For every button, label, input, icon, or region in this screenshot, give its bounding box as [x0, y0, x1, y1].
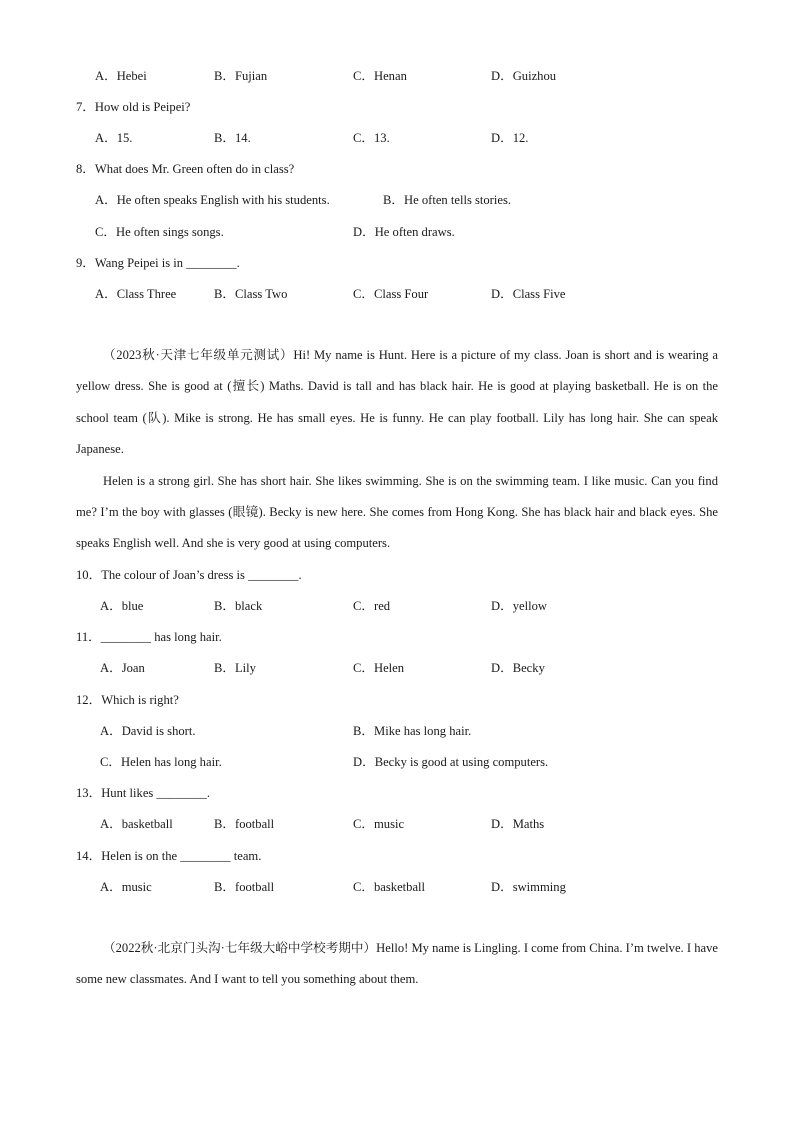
- passage-2-paragraph-1: [76, 340, 718, 466]
- q13-stem: 13．Hunt likes ________.: [76, 786, 210, 800]
- q9-option-d: D．Class Five: [491, 287, 566, 301]
- q7-stem: 7．How old is Peipei?: [76, 100, 191, 114]
- q6-option-b: B．Fujian: [214, 69, 268, 83]
- q11-option-c: C．Helen: [353, 661, 405, 675]
- q9-option-c: C．Class Four: [353, 287, 429, 301]
- reading-passage-3: [76, 933, 718, 996]
- q14-stem: 14．Helen is on the ________ team.: [76, 849, 262, 863]
- q11-option-a: A．Joan: [100, 661, 145, 675]
- q8-option-d: D．He often draws.: [353, 225, 455, 239]
- q9-option-b: B．Class Two: [214, 287, 288, 301]
- q10-option-a: A．blue: [100, 599, 144, 613]
- q11-option-d: D．Becky: [491, 661, 545, 675]
- passage-2-paragraph-2: Helen is a strong girl. She has short hair. She likes swimming. She is on the swimming team. I like music. Can you find me? I’m the boy with glasses (眼镜). Becky is new here. She comes from Hong Kong. She has black hair and black eyes. She speaks English well. And she is very good at using computers.: [76, 473, 718, 551]
- q14-option-a: A．music: [100, 880, 152, 894]
- passage-3-paragraph-1-text: Hello! My name is Lingling. I come from China. I’m twelve. I have some new classmates. And I want to tell you something about them.: [76, 941, 718, 987]
- q10-stem: 10．The colour of Joan’s dress is ________.: [76, 568, 302, 582]
- q9-option-a: A．Class Three: [95, 287, 177, 301]
- q6-option-c: C．Henan: [353, 69, 407, 83]
- q13-option-b: B．football: [214, 817, 275, 831]
- q14-option-c: C．basketball: [353, 880, 426, 894]
- q10-option-b: B．black: [214, 599, 263, 613]
- q12-option-b: B．Mike has long hair.: [353, 724, 472, 738]
- q6-option-a: A．Hebei: [95, 69, 147, 83]
- q10-option-c: C．red: [353, 599, 391, 613]
- q7-option-b: B．14.: [214, 131, 251, 145]
- q13-option-a: A．basketball: [100, 817, 173, 831]
- q7-option-c: C．13.: [353, 131, 390, 145]
- q8-option-c: C．He often sings songs.: [95, 225, 224, 239]
- q8-option-a: A．He often speaks English with his students.: [95, 193, 330, 207]
- q11-option-b: B．Lily: [214, 661, 256, 675]
- q12-option-c: C．Helen has long hair.: [100, 755, 222, 769]
- q6-option-d: D．Guizhou: [491, 69, 557, 83]
- q13-option-c: C．music: [353, 817, 405, 831]
- q9-stem: 9．Wang Peipei is in ________.: [76, 256, 240, 270]
- passage-2-source: （2023秋·天津七年级单元测试）: [103, 348, 294, 362]
- q14-option-d: D．swimming: [491, 880, 566, 894]
- passage-3-paragraph-1: [76, 933, 718, 996]
- q12-option-a: A．David is short.: [100, 724, 196, 738]
- q11-stem: 11．________ has long hair.: [76, 630, 222, 644]
- q8-option-b: B．He often tells stories.: [383, 193, 512, 207]
- q7-option-d: D．12.: [491, 131, 529, 145]
- passage-2-paragraph-1-text: Hi! My name is Hunt. Here is a picture of my class. Joan is short and is wearing a yellow dress. She is good at (擅长) Maths. David is tall and has black hair. He is good at playing basketball. He is on the school team (队). Mike is strong. He has small eyes. He is funny. He can play football. Lily has long hair. She can speak Japanese.: [76, 348, 718, 457]
- q8-stem: 8．What does Mr. Green often do in class?: [76, 162, 295, 176]
- reading-passage-2: [76, 340, 718, 560]
- q14-option-b: B．football: [214, 880, 275, 894]
- q12-option-d: D．Becky is good at using computers.: [353, 755, 549, 769]
- q13-option-d: D．Maths: [491, 817, 545, 831]
- q12-stem: 12．Which is right?: [76, 693, 179, 707]
- q7-option-a: A．15.: [95, 131, 133, 145]
- q10-option-d: D．yellow: [491, 599, 547, 613]
- passage-3-source: （2022秋·北京门头沟·七年级大峪中学校考期中）: [103, 941, 377, 955]
